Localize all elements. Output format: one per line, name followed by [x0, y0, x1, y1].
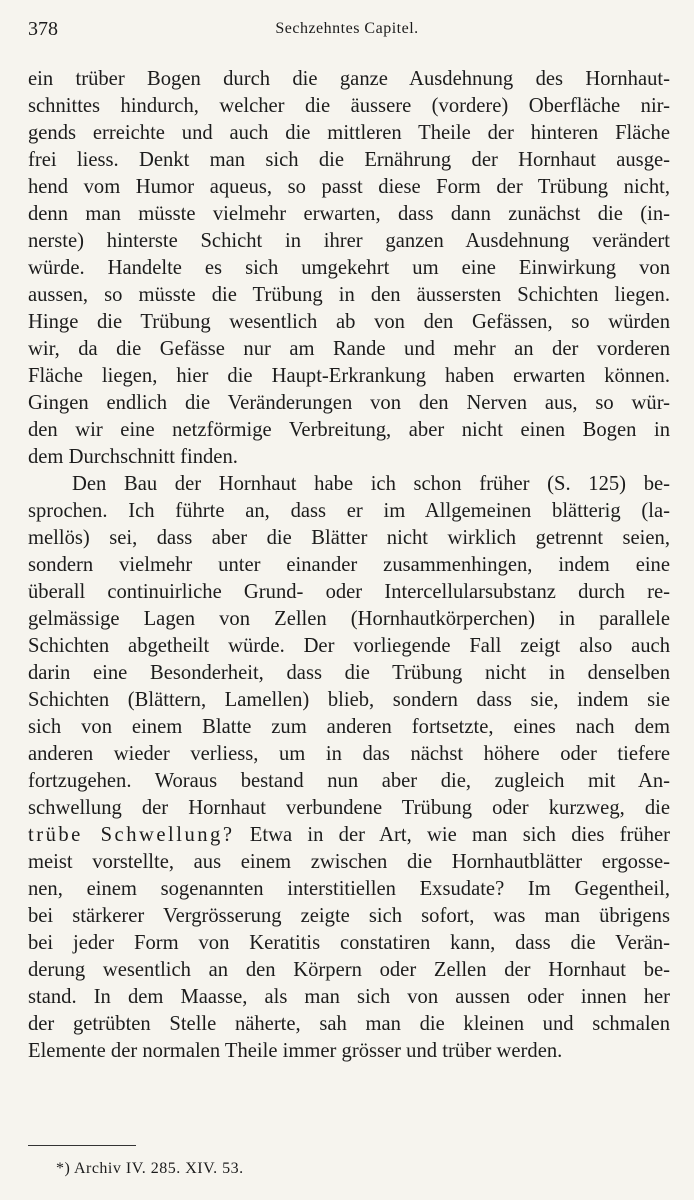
text-line: hend vom Humor aqueus, so passt diese Form der Trübung nicht,	[28, 176, 670, 198]
text-line: den wir eine netzförmige Verbreitung, aber nicht einen Bogen in	[28, 419, 670, 441]
paragraph-1	[28, 66, 670, 471]
text-line: anderen wieder verliess, um in das nächst höhere oder tiefere	[28, 743, 670, 765]
text-line: derung wesentlich an den Körpern oder Zellen der Hornhaut be-	[28, 959, 670, 981]
text-line: gends erreichte und auch die mittleren Theile der hinteren Fläche	[28, 122, 670, 144]
footnote-rule	[28, 1145, 136, 1146]
text-line	[28, 822, 670, 849]
text-line: stand. In dem Maasse, als man sich von aussen oder innen her	[28, 986, 670, 1008]
text-line: Schichten abgetheilt würde. Der vorliegende Fall zeigt also auch	[28, 635, 670, 657]
text-line: wir, da die Gefässe nur am Rande und mehr an der vorderen	[28, 338, 670, 360]
text-line: mellös) sei, dass aber die Blätter nicht wirklich getrennt seien,	[28, 527, 670, 549]
emphasized-term: trübe Schwellung?	[28, 824, 235, 846]
text-line: denn man müsste vielmehr erwarten, dass dann zunächst die (in-	[28, 203, 670, 225]
page-number: 378	[28, 18, 58, 40]
footnote: *) Archiv IV. 285. XIV. 53.	[56, 1160, 244, 1177]
text-line: ein trüber Bogen durch die ganze Ausdehnung des Hornhaut-	[28, 68, 670, 90]
text-line: nerste) hinterste Schicht in ihrer ganzen Ausdehnung verändert	[28, 230, 670, 252]
text-line: Gingen endlich die Veränderungen von den Nerven aus, so wür-	[28, 392, 670, 414]
text-line: meist vorstellte, aus einem zwischen die Hornhautblätter ergosse-	[28, 851, 670, 873]
text-line: gelmässige Lagen von Zellen (Hornhautkörperchen) in parallele	[28, 608, 670, 630]
paragraph-2	[28, 471, 670, 1065]
text-line: sich von einem Blatte zum anderen fortsetzte, eines nach dem	[28, 716, 670, 738]
text-line: schwellung der Hornhaut verbundene Trübung oder kurzweg, die	[28, 797, 670, 819]
text-line: Fläche liegen, hier die Haupt-Erkrankung haben erwarten können.	[28, 365, 670, 387]
text-line: frei liess. Denkt man sich die Ernährung der Hornhaut ausge-	[28, 149, 670, 171]
text-line: sprochen. Ich führte an, dass er im Allgemeinen blätterig (la-	[28, 500, 670, 522]
text-line: bei jeder Form von Keratitis constatiren kann, dass die Verän-	[28, 932, 670, 954]
running-head: Sechzehntes Capitel.	[275, 20, 419, 37]
text-line: der getrübten Stelle näherte, sah man die kleinen und schmalen	[28, 1013, 670, 1035]
text-line: dem Durchschnitt finden.	[28, 446, 238, 468]
text-line: schnittes hindurch, welcher die äussere (vordere) Oberfläche nir-	[28, 95, 670, 117]
page-header	[28, 18, 666, 48]
text-line: Den Bau der Hornhaut habe ich schon früher (S. 125) be-	[72, 473, 670, 495]
text-line: Elemente der normalen Theile immer grösser und trüber werden.	[28, 1040, 563, 1062]
text-line: fortzugehen. Woraus bestand nun aber die, zugleich mit An-	[28, 770, 670, 792]
text-line: bei stärkerer Vergrösserung zeigte sich sofort, was man übrigens	[28, 905, 670, 927]
text-line: sondern vielmehr unter einander zusammenhingen, indem eine	[28, 554, 670, 576]
text-line: Schichten (Blättern, Lamellen) blieb, sondern dass sie, indem sie	[28, 689, 670, 711]
body-text	[28, 66, 670, 1065]
text-line: darin eine Besonderheit, dass die Trübung nicht in denselben	[28, 662, 670, 684]
text-line: würde. Handelte es sich umgekehrt um eine Einwirkung von	[28, 257, 670, 279]
text-line: nen, einem sogenannten interstitiellen Exsudate? Im Gegentheil,	[28, 878, 670, 900]
text-line-rest: Etwa in der Art, wie man sich dies früher	[234, 824, 670, 846]
text-line: überall continuirliche Grund- oder Intercellularsubstanz durch re-	[28, 581, 670, 603]
text-line: aussen, so müsste die Trübung in den äussersten Schichten liegen.	[28, 284, 670, 306]
text-line: Hinge die Trübung wesentlich ab von den Gefässen, so würden	[28, 311, 670, 333]
